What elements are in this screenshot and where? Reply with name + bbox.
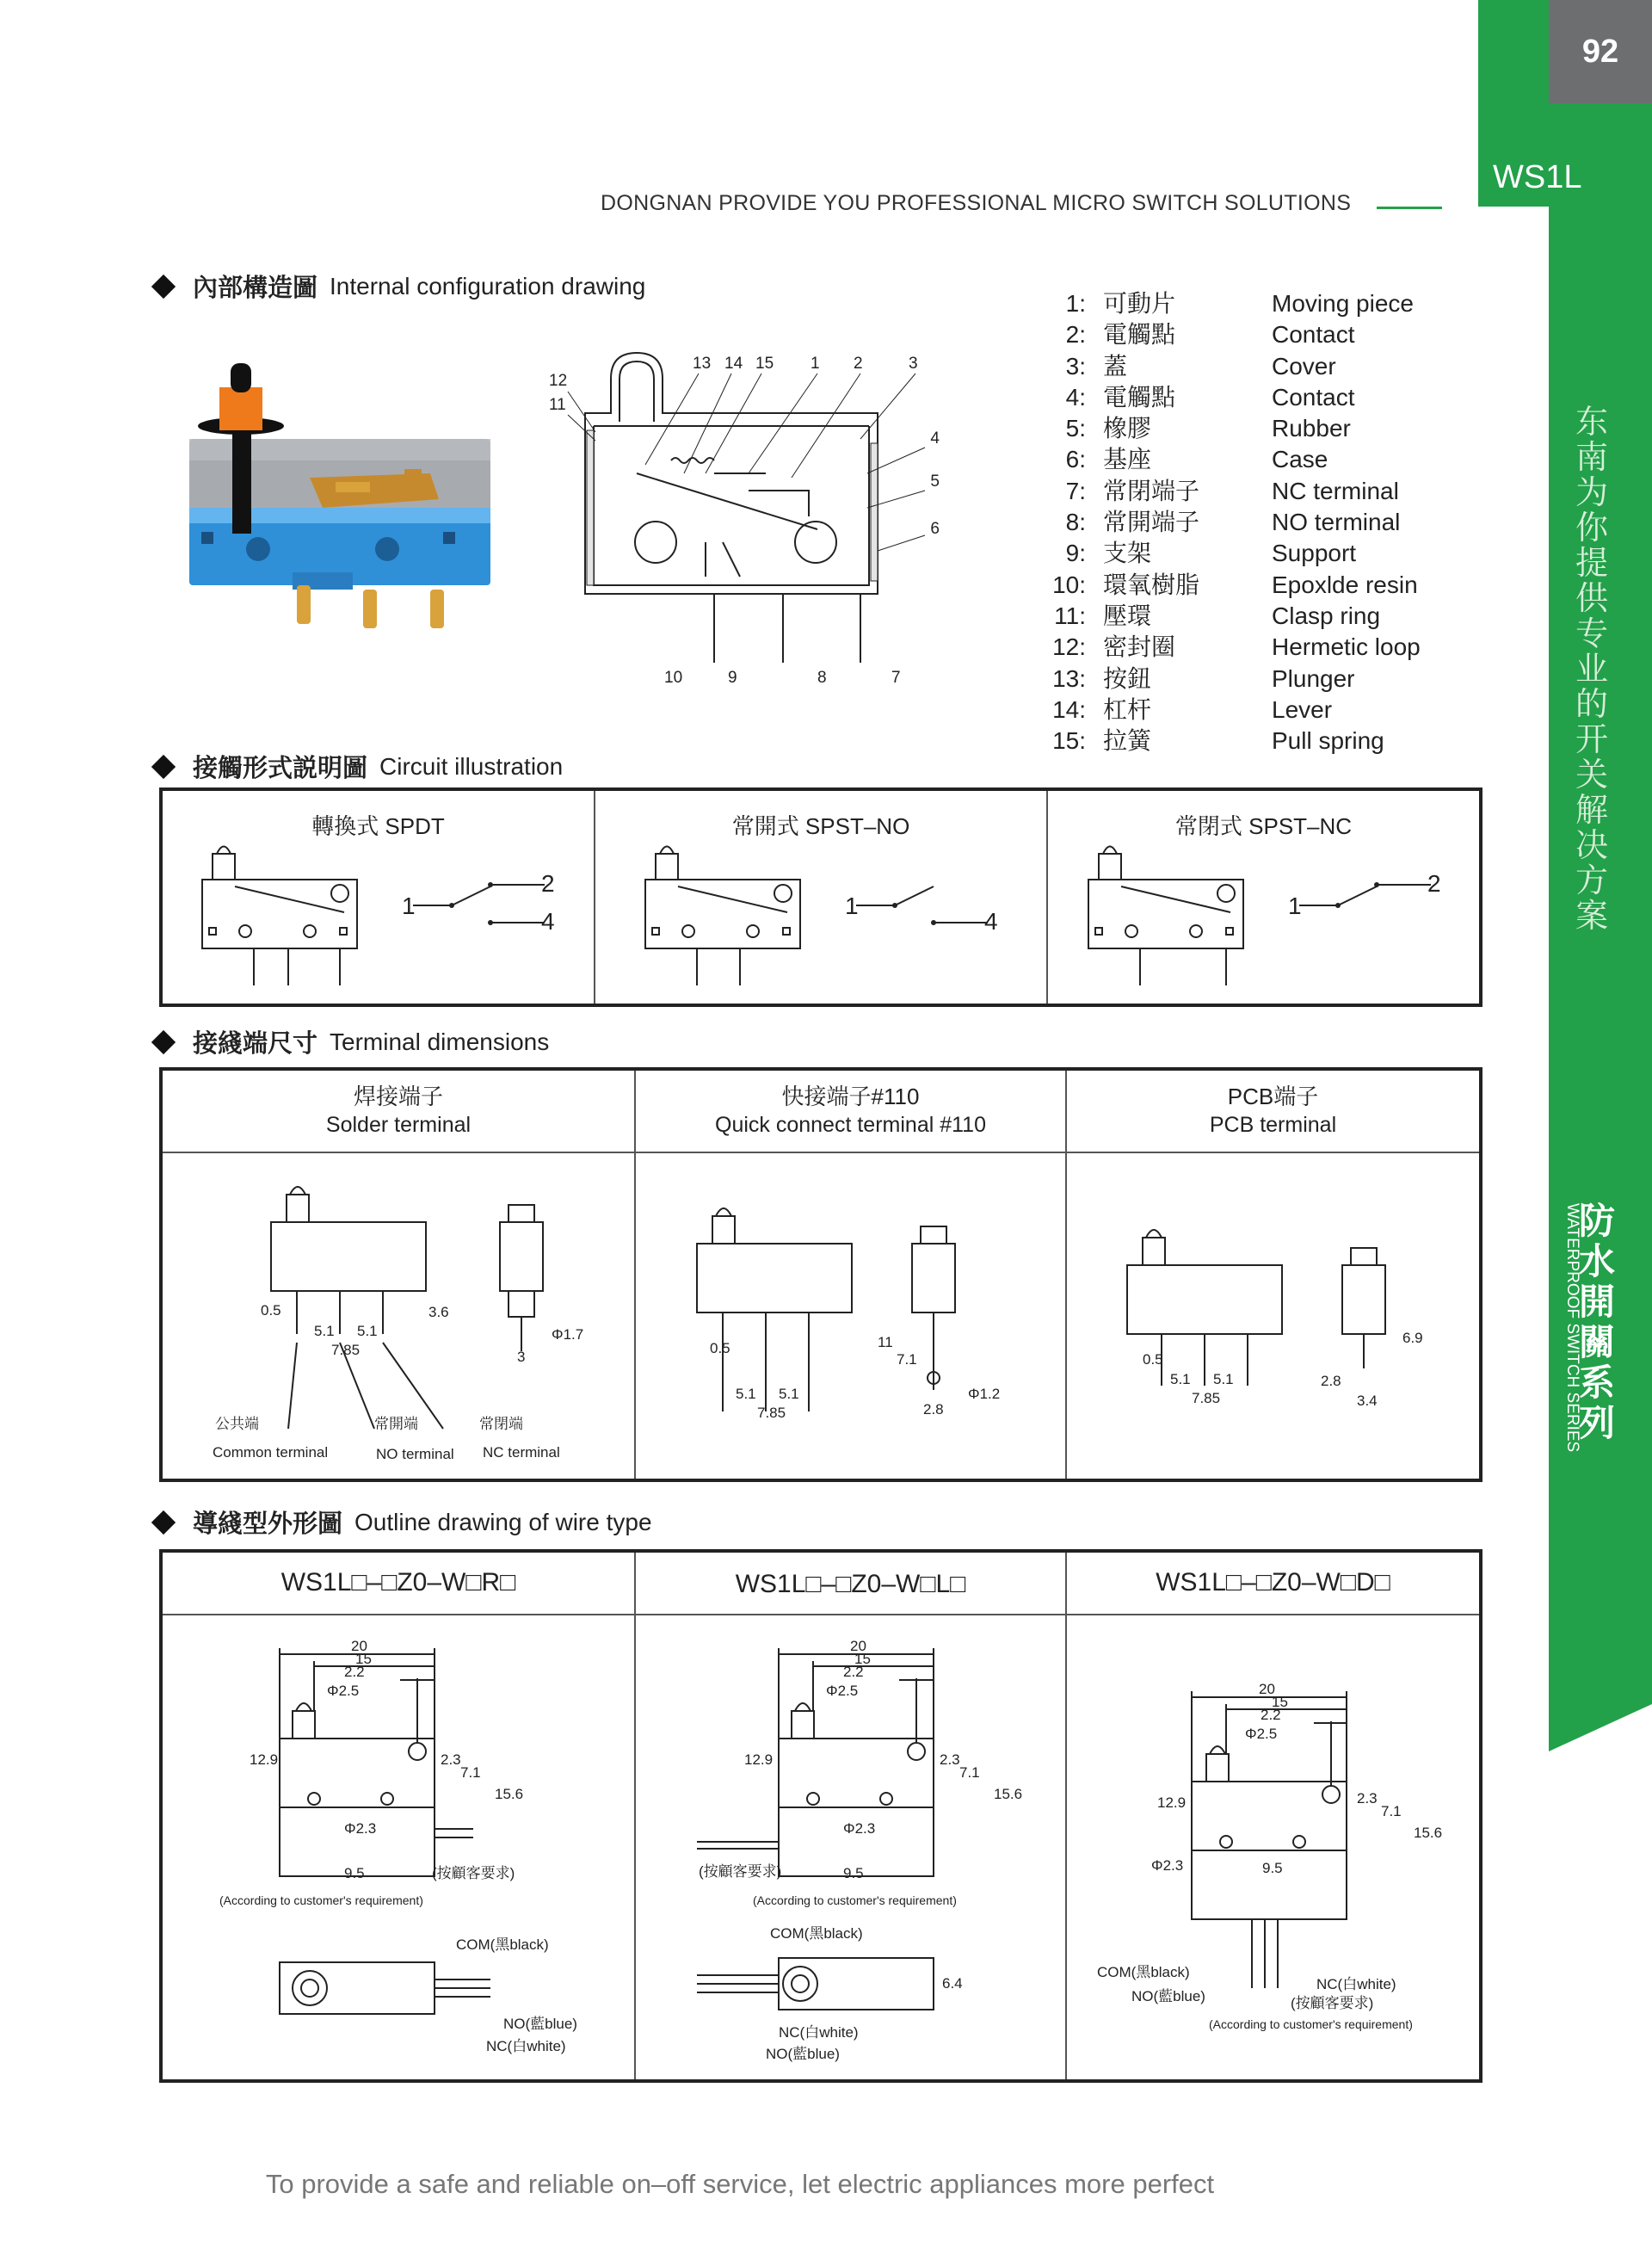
dim-15.6: 15.6 [495,1786,524,1802]
callout-3: 3 [909,355,918,373]
outline-header-rule [163,1614,1479,1615]
dim-3.4: 3.4 [1357,1393,1378,1409]
dim-phi2.3: Φ2.3 [1151,1857,1184,1874]
parts-list-item: 4: 電觸點 Contact [1065,382,1355,411]
pin-1: 1 [845,892,859,919]
dim-phi2.5: Φ2.5 [826,1683,859,1699]
parts-list-item: 3: 蓋 Cover [1065,351,1336,380]
dim-7.1: 7.1 [897,1351,917,1368]
dim-20: 20 [351,1638,367,1654]
side-slogan-cn: 东南为你提供专业的开关解决方案 [1575,403,1608,935]
dim-12.9: 12.9 [250,1751,279,1768]
dim-0.5: 0.5 [261,1302,281,1319]
parts-list-item: 14: 杠杆 Lever [1052,695,1333,724]
callout-15: 15 [755,355,774,373]
terminal-header-rule [163,1152,1479,1153]
dim-7.85: 7.85 [1192,1390,1221,1406]
parts-list-item: 8: 常開端子 NO terminal [1065,508,1401,537]
req-cn: (按顧客要求) [1291,1995,1374,2011]
dim-0.5: 0.5 [710,1340,730,1356]
dim-7.85: 7.85 [331,1342,361,1358]
callout-6: 6 [930,520,940,538]
callout-4: 4 [930,429,940,448]
dim-7.85: 7.85 [757,1405,786,1421]
dim-20: 20 [850,1638,866,1654]
parts-list-item: 2: 電觸點 Contact [1065,320,1355,349]
dim-phi2.3: Φ2.3 [843,1820,876,1837]
wire-nc: NC(白white) [486,2038,566,2054]
label-no-cn: 常開端 [374,1416,418,1432]
label-nc-en: NC terminal [483,1444,560,1461]
footer-slogan: To provide a safe and reliable on–off service, let electric appliances more perfect [265,2169,1215,2199]
parts-list-item: 10: 環氧樹脂 Epoxlde resin [1052,570,1418,599]
callout-1: 1 [811,355,820,373]
dim-5.1: 5.1 [314,1323,335,1339]
dim-12.9: 12.9 [744,1751,774,1768]
circuit-cell-title: 常開式 SPST–NO [731,813,910,839]
internal-section-drawing [533,344,938,697]
dim-2.8: 2.8 [1321,1373,1341,1389]
outline-divider [1065,1553,1067,2079]
label-nc-cn: 常閉端 [479,1416,523,1432]
header-rule [1377,207,1442,209]
outline-cell-title: WS1L□–□Z0–W□R□ [280,1568,516,1597]
dim-2.3: 2.3 [441,1751,461,1768]
label-common-cn: 公共端 [215,1416,259,1432]
wire-nc: NC(白white) [779,2024,859,2041]
terminal-cell-header [163,1083,634,1140]
section-terminal-cn: 接綫端尺寸 [193,1028,318,1058]
green-band-tail [1549,1657,1652,1751]
pin-2: 2 [541,870,555,897]
req-en: (According to customer's requirement) [219,1893,423,1907]
dim-12.9: 12.9 [1157,1794,1187,1811]
circuit-cell-title: 常閉式 SPST–NC [1174,813,1353,839]
dim-2.2: 2.2 [843,1664,864,1680]
wire-com: COM(黑black) [456,1936,549,1953]
dim-phi2.3: Φ2.3 [344,1820,377,1837]
section-terminal-en: Terminal dimensions [330,1028,550,1055]
dim-9.5: 9.5 [843,1865,864,1881]
series-title-en: WATERPROOF SWITCH SERIES [1563,1203,1581,1453]
terminal-cell-header [636,1083,1065,1140]
diamond-bullet-icon [151,274,176,298]
dim-20: 20 [1259,1681,1275,1697]
outline-cell-title: WS1L□–□Z0–W□D□ [1156,1568,1390,1597]
section-circuit-heading [155,749,563,784]
terminal-cell-header [1067,1083,1479,1140]
dim-9.5: 9.5 [344,1865,365,1881]
callout-8: 8 [817,669,827,687]
header-slogan: DONGNAN PROVIDE YOU PROFESSIONAL MICRO SWITCH SOLUTIONS [601,191,1352,215]
section-circuit-en: Circuit illustration [379,752,564,780]
outline-cell-title: WS1L□–□Z0–W□L□ [735,1570,966,1598]
label-common-en: Common terminal [213,1444,329,1461]
callout-14: 14 [724,355,743,373]
req-cn: (按顧客要求) [432,1865,515,1881]
dim-2.3: 2.3 [1357,1790,1378,1807]
quick-connect-drawing [671,1192,1041,1450]
diamond-bullet-icon [151,1029,176,1053]
dim-5.1: 5.1 [1170,1371,1191,1387]
wire-nc: NC(白white) [1316,1976,1396,1992]
terminal-cell-en: Solder terminal [325,1113,472,1137]
parts-list-item: 1: 可動片 Moving piece [1065,289,1414,318]
dim-7.1: 7.1 [460,1764,481,1781]
outline-l-drawing [680,1627,1050,2074]
dim-5.1: 5.1 [779,1386,799,1402]
req-en: (According to customer's requirement) [1209,2017,1413,2031]
callout-2: 2 [854,355,863,373]
dim-2.2: 2.2 [344,1664,365,1680]
section-internal-en: Internal configuration drawing [330,272,646,300]
dim-5.1: 5.1 [736,1386,756,1402]
dim-15: 15 [854,1651,871,1667]
dim-6.4: 6.4 [942,1975,963,1992]
solder-terminal-drawing [202,1170,615,1472]
section-internal-cn: 內部構造圖 [193,273,318,302]
dim-6.9: 6.9 [1402,1330,1423,1346]
dim-phi2.5: Φ2.5 [327,1683,360,1699]
req-en: (According to customer's requirement) [753,1893,957,1907]
dim-3.6: 3.6 [428,1304,449,1320]
dim-phi1.7: Φ1.7 [552,1326,584,1343]
switch-3d-render [181,353,499,663]
dim-phi2.5: Φ2.5 [1245,1726,1278,1742]
diamond-bullet-icon [151,1510,176,1534]
parts-list-item: 12: 密封圈 Hermetic loop [1052,633,1421,662]
pin-2: 2 [1427,870,1441,897]
req-cn: (按顧客要求) [699,1863,782,1880]
dim-15.6: 15.6 [994,1786,1023,1802]
pcb-terminal-drawing [1101,1214,1463,1446]
terminal-cell-cn: 快接端子#110 [781,1084,920,1109]
parts-list-item: 7: 常閉端子 NC terminal [1065,476,1399,505]
diamond-bullet-icon [151,754,176,778]
dim-7.1: 7.1 [959,1764,980,1781]
terminal-cell-cn: PCB端子 [1227,1084,1319,1109]
section-outline-heading [155,1504,652,1540]
terminal-cell-en: PCB terminal [1209,1113,1337,1137]
dim-5.1: 5.1 [1213,1371,1234,1387]
series-title-cn: 防水開關系列 [1578,1200,1615,1444]
parts-list-item: 11: 壓環 Clasp ring [1054,601,1381,630]
dim-11: 11 [878,1334,893,1350]
dim-5.1: 5.1 [357,1323,378,1339]
circuit-spst-nc-diagram [1080,835,1458,990]
callout-13: 13 [693,355,712,373]
parts-list-item: 15: 拉簧 Pull spring [1052,726,1384,756]
wire-no: NO(藍blue) [1131,1988,1205,2004]
callout-10: 10 [664,669,683,687]
callout-7: 7 [891,669,901,687]
dim-9.5: 9.5 [1262,1860,1283,1876]
outline-d-drawing [1088,1640,1467,2074]
pin-4: 4 [984,908,998,935]
callout-12: 12 [549,372,568,390]
section-circuit-cn: 接觸形式説明圖 [193,753,368,782]
parts-list [1032,288,1478,757]
callout-5: 5 [930,472,940,491]
section-internal-heading [155,269,645,304]
dim-3: 3 [517,1349,526,1365]
circuit-spst-no-diagram [637,835,1015,990]
dim-phi1.2: Φ1.2 [968,1386,1001,1402]
dim-15.6: 15.6 [1414,1825,1443,1841]
dim-7.1: 7.1 [1381,1803,1402,1819]
dim-15: 15 [355,1651,372,1667]
outline-divider [634,1553,636,2079]
parts-list-item: 13: 按鈕 Plunger [1052,664,1355,693]
wire-no: NO(藍blue) [766,2046,840,2062]
wire-com: COM(黑black) [1097,1964,1190,1980]
pin-4: 4 [541,908,555,935]
dim-2.8: 2.8 [923,1401,944,1417]
callout-9: 9 [728,669,737,687]
circuit-spdt-diagram [194,835,572,990]
section-outline-cn: 導綫型外形圖 [193,1509,343,1538]
pin-1: 1 [1288,892,1302,919]
dim-0.5: 0.5 [1143,1351,1163,1368]
terminal-cell-cn: 焊接端子 [353,1084,443,1109]
dim-2.2: 2.2 [1261,1707,1281,1723]
parts-list-item: 6: 基座 Case [1065,445,1328,474]
label-no-en: NO terminal [376,1446,454,1462]
wire-no: NO(藍blue) [503,2016,577,2032]
parts-list-item: 5: 橡膠 Rubber [1065,414,1351,443]
terminal-cell-en: Quick connect terminal #110 [715,1113,986,1137]
outline-r-drawing [198,1627,620,2074]
section-outline-en: Outline drawing of wire type [354,1508,652,1535]
pin-1: 1 [402,892,416,919]
section-terminal-heading [155,1024,549,1059]
model-tag: WS1L [1493,159,1582,195]
parts-list-item: 9: 支架 Support [1065,539,1357,568]
dim-2.3: 2.3 [940,1751,960,1768]
wire-com: COM(黑black) [770,1925,863,1942]
dim-15: 15 [1272,1694,1288,1710]
callout-11: 11 [549,396,566,414]
page-number: 92 [1549,0,1652,103]
circuit-cell-title: 轉換式 SPDT [311,813,445,839]
